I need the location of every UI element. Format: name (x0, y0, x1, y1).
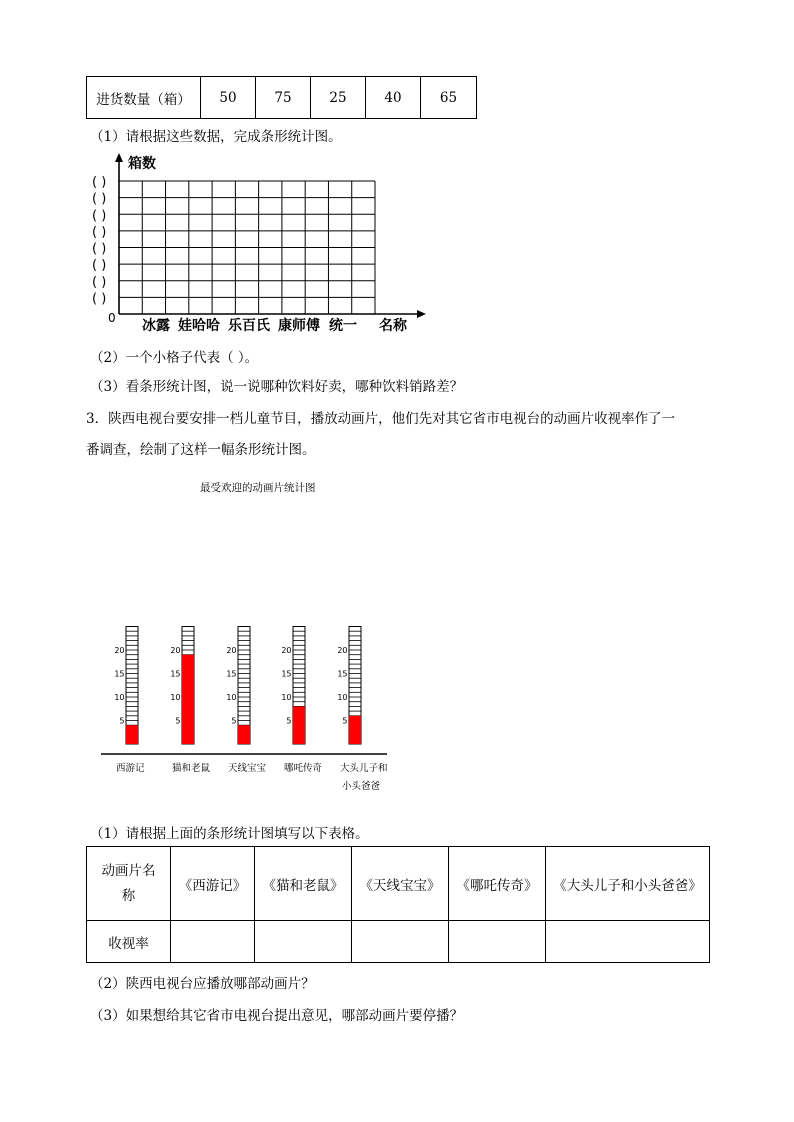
y-tick-label: 20 (226, 646, 237, 655)
title-header-cell (87, 847, 171, 921)
y-tick-label: 5 (231, 716, 237, 726)
stock-value-cell: 75 (256, 77, 311, 119)
y-tick-label: 20 (114, 646, 125, 655)
category-label: 统一 (329, 318, 357, 334)
header-line: 称 (121, 887, 136, 904)
category-label: 哪吒传奇 (284, 763, 323, 774)
table-row (87, 847, 710, 921)
header-line: 动画片名 (101, 862, 156, 879)
stock-value-cell: 65 (421, 77, 477, 119)
chart-title: 最受欢迎的动画片统计图 (200, 482, 316, 494)
bar (126, 725, 138, 744)
category-label: 小头爸爸 (342, 781, 381, 792)
bar (349, 716, 361, 744)
category-label: 康师傅 (278, 318, 320, 334)
origin-label: 0 (108, 311, 116, 325)
y-tick-blank: ( ) (92, 191, 107, 207)
cartoon-ratings-chart (96, 476, 396, 798)
stock-value-cell: 40 (366, 77, 421, 119)
bar (182, 655, 194, 744)
x-axis-label: 名称 (379, 318, 407, 334)
category-label: 西游记 (116, 763, 145, 774)
rating-answer-cell (546, 921, 710, 963)
y-tick-label: 15 (337, 669, 348, 679)
y-tick-label: 20 (337, 646, 348, 655)
y-tick-label: 15 (114, 669, 125, 679)
question-1-1: （1）请根据这些数据，完成条形统计图。 (90, 129, 342, 145)
rating-answer-cell (255, 921, 352, 963)
category-label: 娃哈哈 (178, 318, 220, 334)
rating-answer-cell (171, 921, 255, 963)
y-tick-label: 5 (119, 716, 125, 726)
category-label: 乐百氏 (228, 318, 270, 334)
y-axis-label: 箱数 (128, 156, 156, 172)
y-tick-blanks (92, 175, 106, 306)
y-tick-blank: ( ) (92, 208, 107, 224)
rating-answer-cell (352, 921, 449, 963)
title-cell: 《天线宝宝》 (352, 847, 449, 921)
table-row (87, 921, 710, 963)
table-row (87, 77, 477, 119)
title-cell: 《猫和老鼠》 (255, 847, 352, 921)
grid-lines (119, 181, 375, 314)
y-tick-label: 10 (114, 693, 125, 702)
y-tick-label: 5 (342, 716, 348, 726)
ratings-table (86, 846, 710, 963)
category-label: 天线宝宝 (228, 763, 267, 774)
title-cell: 《西游记》 (171, 847, 255, 921)
title-cell: 《哪吒传奇》 (449, 847, 546, 921)
bar (293, 706, 305, 744)
stock-header-cell: 进货数量（箱） (87, 77, 201, 119)
y-tick-label: 15 (281, 669, 292, 679)
blank-bar-chart-grid (86, 150, 436, 340)
y-tick-label: 5 (175, 716, 181, 726)
stock-table (86, 76, 477, 119)
bar (238, 725, 250, 744)
y-tick-label: 10 (170, 693, 181, 702)
category-label: 大头儿子和 (340, 763, 388, 774)
y-tick-blank: ( ) (92, 258, 107, 274)
rating-header-cell: 收视率 (87, 921, 171, 963)
y-tick-blank: ( ) (92, 291, 107, 307)
y-tick-blank: ( ) (92, 175, 107, 190)
question-1-3: （3）看条形统计图，说一说哪种饮料好卖，哪种饮料销路差？ (90, 379, 464, 395)
question-3-1: （1）请根据上面的条形统计图填写以下表格。 (90, 826, 369, 842)
y-tick-label: 10 (226, 693, 237, 702)
x-axis-arrow-icon (417, 310, 426, 318)
problem-3-line-1: 3．陕西电视台要安排一档儿童节目，播放动画片，他们先对其它省市电视台的动画片收视率作了一 (86, 411, 676, 427)
y-tick-label: 10 (337, 693, 348, 702)
chart-columns (114, 627, 361, 745)
y-tick-blank: ( ) (92, 241, 107, 257)
y-axis-arrow-icon (115, 153, 123, 162)
y-tick-label: 15 (170, 669, 181, 679)
rating-answer-cell (449, 921, 546, 963)
question-1-2: （2）一个小格子代表（ ）。 (90, 350, 259, 366)
y-tick-label: 10 (281, 693, 292, 702)
category-label: 猫和老鼠 (172, 763, 211, 774)
y-tick-label: 20 (170, 646, 181, 655)
title-cell: 《大头儿子和小头爸爸》 (546, 847, 710, 921)
category-label: 冰露 (142, 318, 170, 334)
y-tick-blank: ( ) (92, 224, 107, 240)
question-3-2: （2）陕西电视台应播放哪部动画片？ (90, 976, 315, 992)
y-tick-label: 15 (226, 669, 237, 679)
y-tick-label: 5 (286, 716, 292, 726)
question-3-3: （3）如果想给其它省市电视台提出意见，哪部动画片要停播？ (90, 1008, 464, 1024)
y-tick-blank: ( ) (92, 274, 107, 290)
problem-3-line-2: 番调查，绘制了这样一幅条形统计图。 (86, 442, 316, 458)
stock-value-cell: 50 (201, 77, 256, 119)
y-tick-label: 20 (281, 646, 292, 655)
stock-value-cell: 25 (311, 77, 366, 119)
